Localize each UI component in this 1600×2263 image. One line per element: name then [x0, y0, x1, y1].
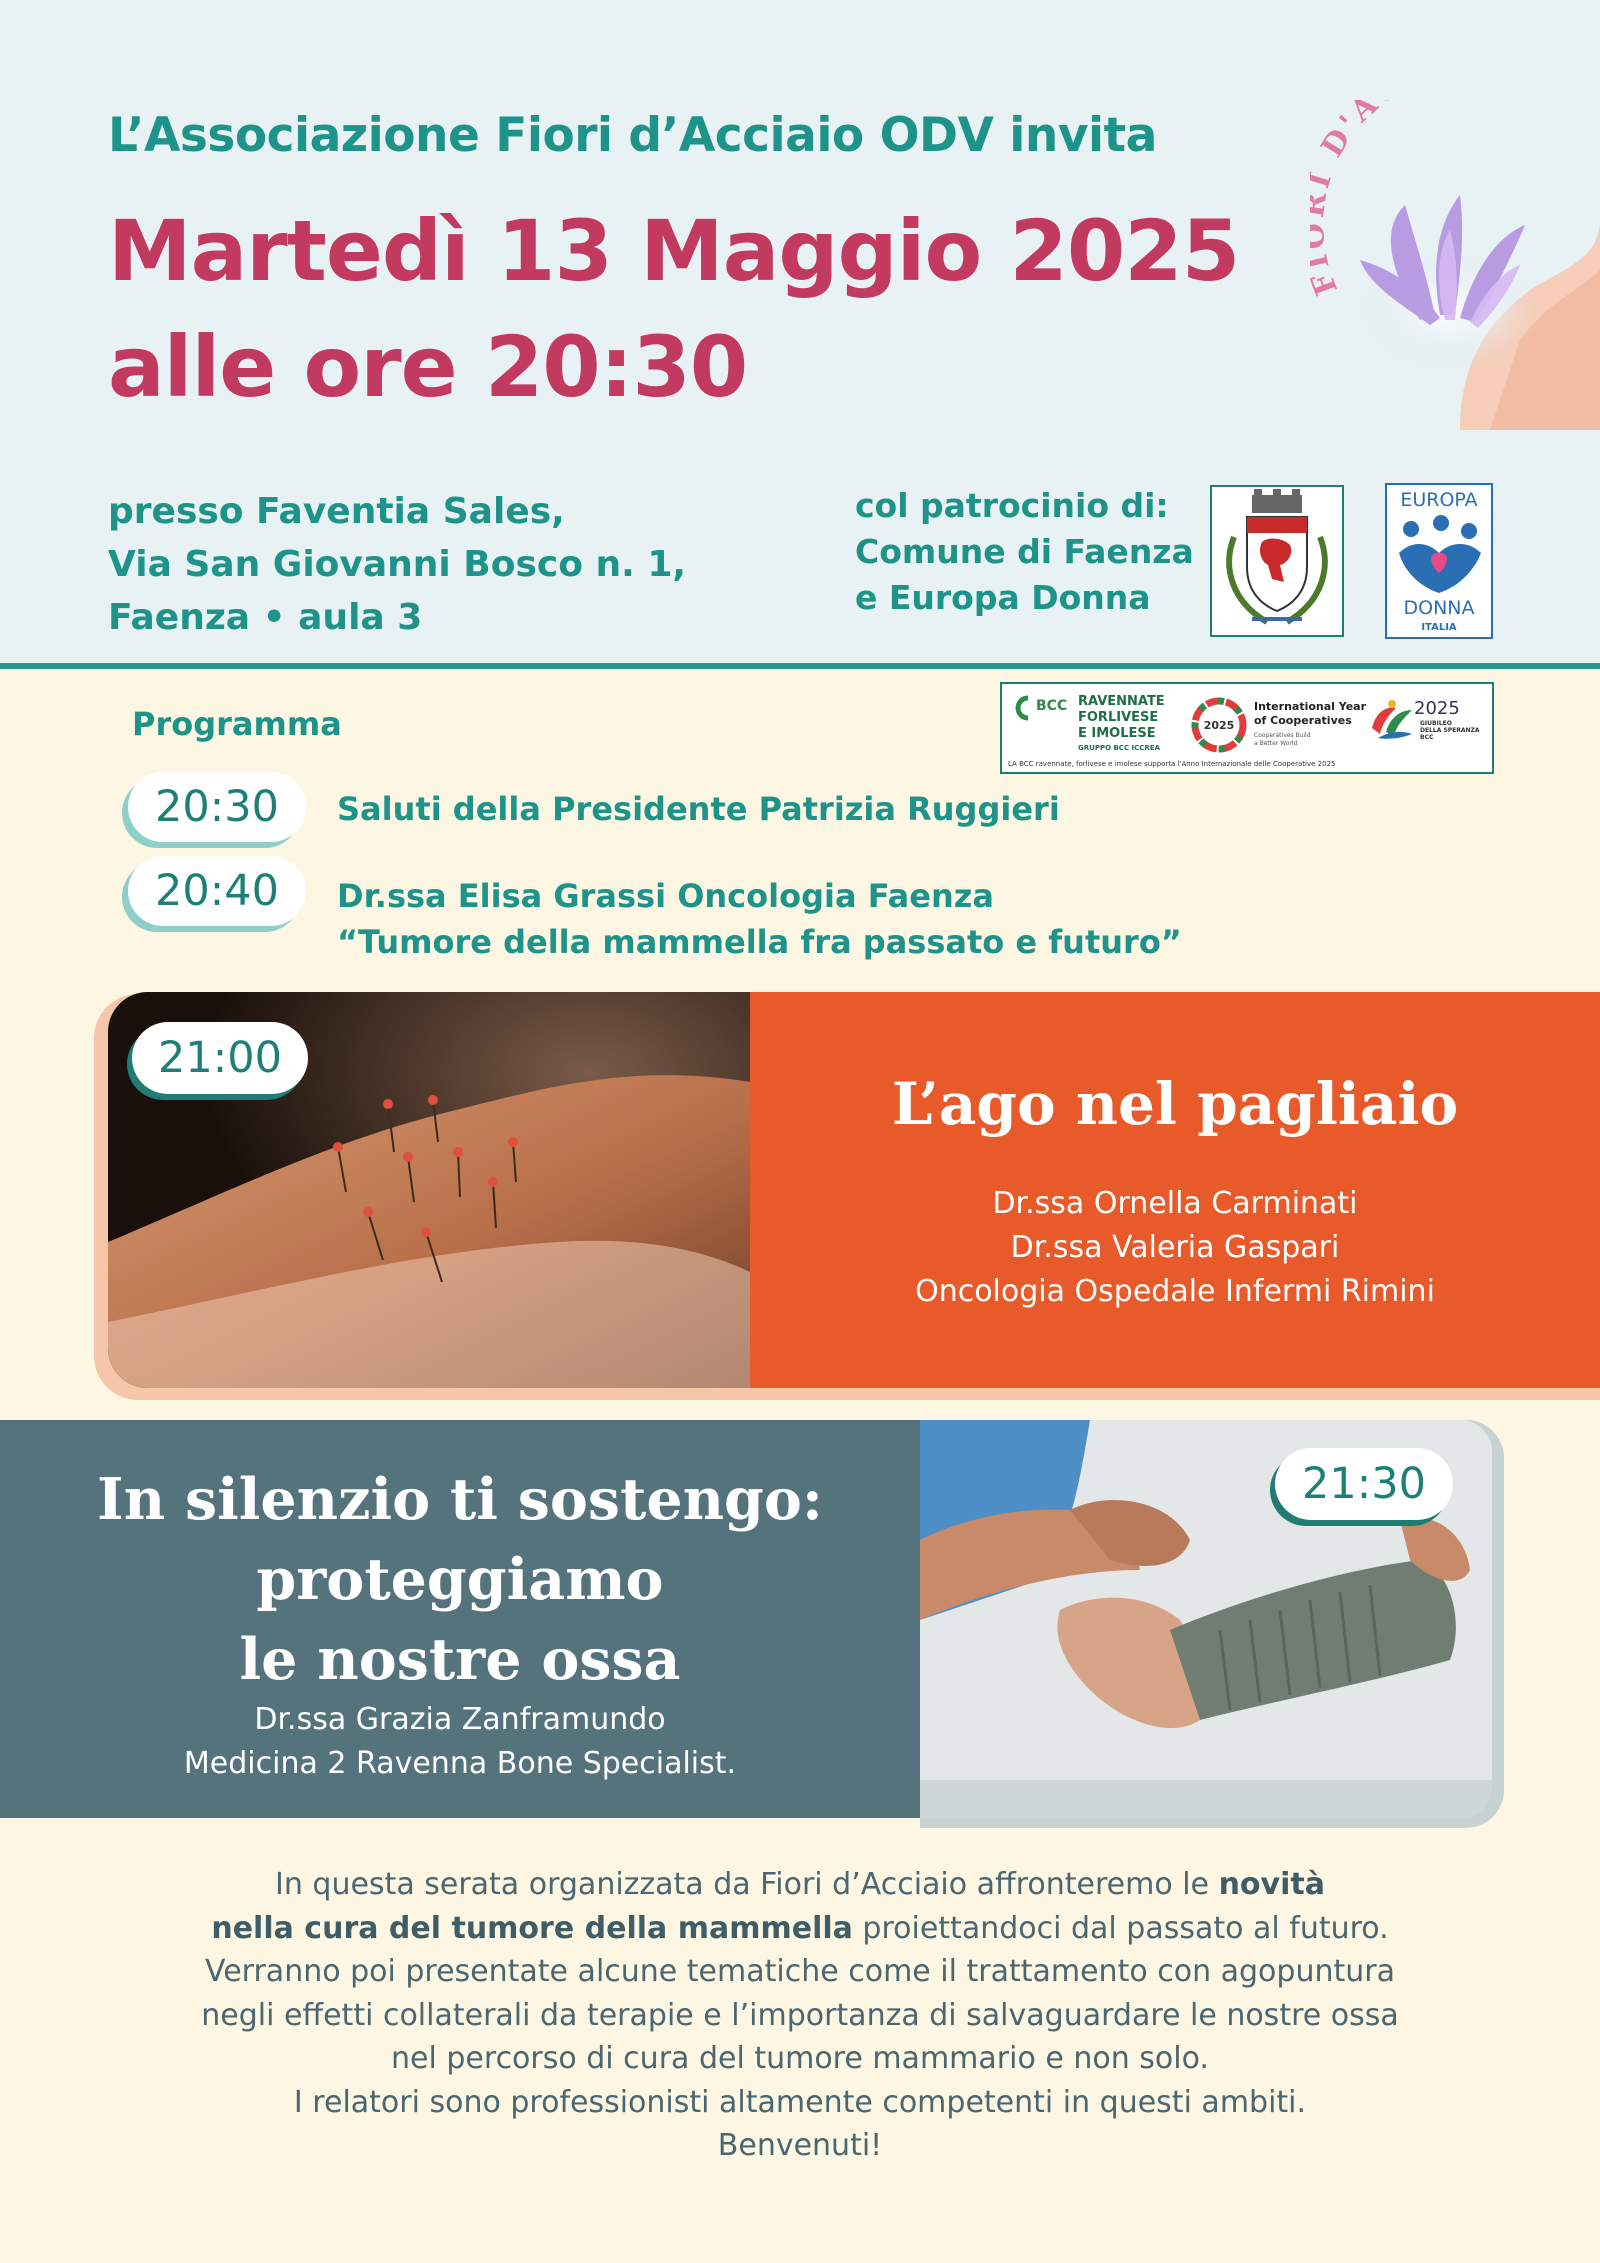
- jubilee-line: BCC: [1420, 734, 1434, 741]
- jubilee-text: [1420, 720, 1480, 741]
- program-item-line: “Tumore della mammella fra passato e futuro”: [337, 923, 1182, 961]
- patronage-text: [855, 483, 1194, 621]
- time-pill: 21:00: [132, 1022, 308, 1094]
- iyc-title-line: of Cooperatives: [1254, 714, 1352, 727]
- venue-line: presso Faventia Sales,: [108, 491, 565, 532]
- patronage-line: col patrocinio di:: [855, 486, 1169, 525]
- iyc-title: [1254, 700, 1366, 728]
- venue-line: Faenza • aula 3: [108, 597, 423, 638]
- closing-line: nel percorso di cura del tumore mammario e non solo.: [391, 2041, 1209, 2076]
- event-time: alle ore 20:30: [108, 318, 748, 416]
- closing-line: [0, 1907, 1600, 1951]
- europa-donna-logo: [1385, 483, 1493, 639]
- iyc-subtitle-line: a Better World: [1254, 740, 1298, 747]
- invite-heading: L’Associazione Fiori d’Acciaio ODV invita: [108, 108, 1157, 163]
- europa-country: ITALIA: [1421, 622, 1457, 633]
- jubilee-figures-icon: [1366, 698, 1416, 742]
- patronage-line: e Europa Donna: [855, 578, 1151, 617]
- bcc-name-line: E IMOLESE: [1078, 726, 1156, 741]
- talk1-speaker: Dr.ssa Ornella Carminati: [992, 1186, 1358, 1221]
- europa-figures-icon: [1391, 513, 1489, 597]
- talk1-panel: [750, 992, 1600, 1388]
- time-pill: 20:30: [128, 772, 306, 842]
- bcc-mark-text: BCC: [1036, 698, 1068, 714]
- closing-line: Benvenuti!: [717, 2128, 883, 2163]
- bcc-mark-icon: [1006, 688, 1074, 728]
- jubilee-year: 2025: [1414, 698, 1460, 719]
- closing-line: [0, 1863, 1600, 1907]
- iyc-title-line: International Year: [1254, 700, 1367, 713]
- bcc-footer: LA BCC ravennate, forlivese e imolese supporta l'Anno Internazionale delle Cooperative 2025: [1008, 760, 1336, 768]
- closing-fragment: proiettandoci dal passato al futuro.: [852, 1910, 1389, 1946]
- talk2-title-line: le nostre ossa: [239, 1626, 681, 1693]
- closing-text: [0, 1863, 1600, 2168]
- closing-emphasis: novità: [1218, 1867, 1325, 1902]
- time-pill: 20:40: [128, 856, 306, 926]
- europa-label: DONNA: [1403, 597, 1475, 619]
- talk2-speaker: Dr.ssa Grazia Zanframundo: [254, 1702, 666, 1737]
- patronage-line: Comune di Faenza: [855, 532, 1194, 571]
- talk2-affiliation: Medicina 2 Ravenna Bone Specialist.: [183, 1746, 737, 1781]
- fiori-acciaio-logo: [1310, 100, 1600, 430]
- talk2-title-line: proteggiamo: [256, 1546, 664, 1613]
- closing-line: negli effetti collaterali da terapie e l’importanza di salvaguardare le nostre ossa: [201, 1997, 1399, 2033]
- bcc-name-line: FORLIVESE: [1078, 710, 1159, 725]
- venue-address: [108, 485, 686, 644]
- talk1-speakers: [750, 1182, 1600, 1314]
- header-divider: [0, 663, 1600, 669]
- venue-line: Via San Giovanni Bosco n. 1,: [108, 544, 687, 585]
- logo-lettering: D'A: [1314, 100, 1388, 164]
- program-heading: Programma: [132, 705, 342, 743]
- closing-fragment: In questa serata organizzata da Fiori d’Acciaio affronteremo le: [275, 1867, 1219, 1902]
- talk2-speaker-info: [0, 1698, 920, 1786]
- europa-label: EUROPA: [1400, 489, 1478, 511]
- program-item-line: Dr.ssa Elisa Grassi Oncologia Faenza: [337, 877, 994, 915]
- talk1-affiliation: Oncologia Ospedale Infermi Rimini: [915, 1274, 1435, 1309]
- iyc-subtitle-line: Cooperatives Build: [1254, 732, 1311, 739]
- iyc-ring-icon: [1188, 694, 1250, 756]
- talk1-title: L’ago nel pagliaio: [891, 1070, 1459, 1138]
- program-item-text: [337, 873, 1182, 965]
- time-pill: 21:30: [1275, 1448, 1453, 1520]
- closing-line: I relatori sono professionisti altamente competenti in questi ambiti.: [293, 2084, 1307, 2120]
- event-date: Martedì 13 Maggio 2025: [108, 202, 1240, 300]
- jubilee-line: DELLA SPERANZA: [1420, 727, 1480, 734]
- talk2-title: [0, 1460, 920, 1700]
- faenza-crest-logo: [1210, 485, 1344, 637]
- talk2-panel: [0, 1420, 920, 1818]
- iyc-year: 2025: [1203, 719, 1235, 732]
- bcc-group: GRUPPO BCC ICCREA: [1078, 744, 1160, 752]
- talk2-title-line: In silenzio ti sostengo:: [97, 1466, 823, 1533]
- bcc-name-line: RAVENNATE: [1078, 694, 1165, 709]
- program-item-text: Saluti della Presidente Patrizia Ruggieri: [337, 790, 1060, 828]
- closing-emphasis: nella cura del tumore della mammella: [211, 1910, 853, 1946]
- talk1-speaker: Dr.ssa Valeria Gaspari: [1010, 1230, 1340, 1265]
- bcc-sponsor-banner: [1000, 682, 1494, 774]
- iyc-subtitle: [1254, 732, 1311, 748]
- jubilee-line: GIUBILEO: [1420, 720, 1452, 727]
- bcc-name: [1078, 694, 1165, 742]
- closing-line: Verranno poi presentate alcune tematiche come il trattamento con agopuntura: [205, 1954, 1395, 1989]
